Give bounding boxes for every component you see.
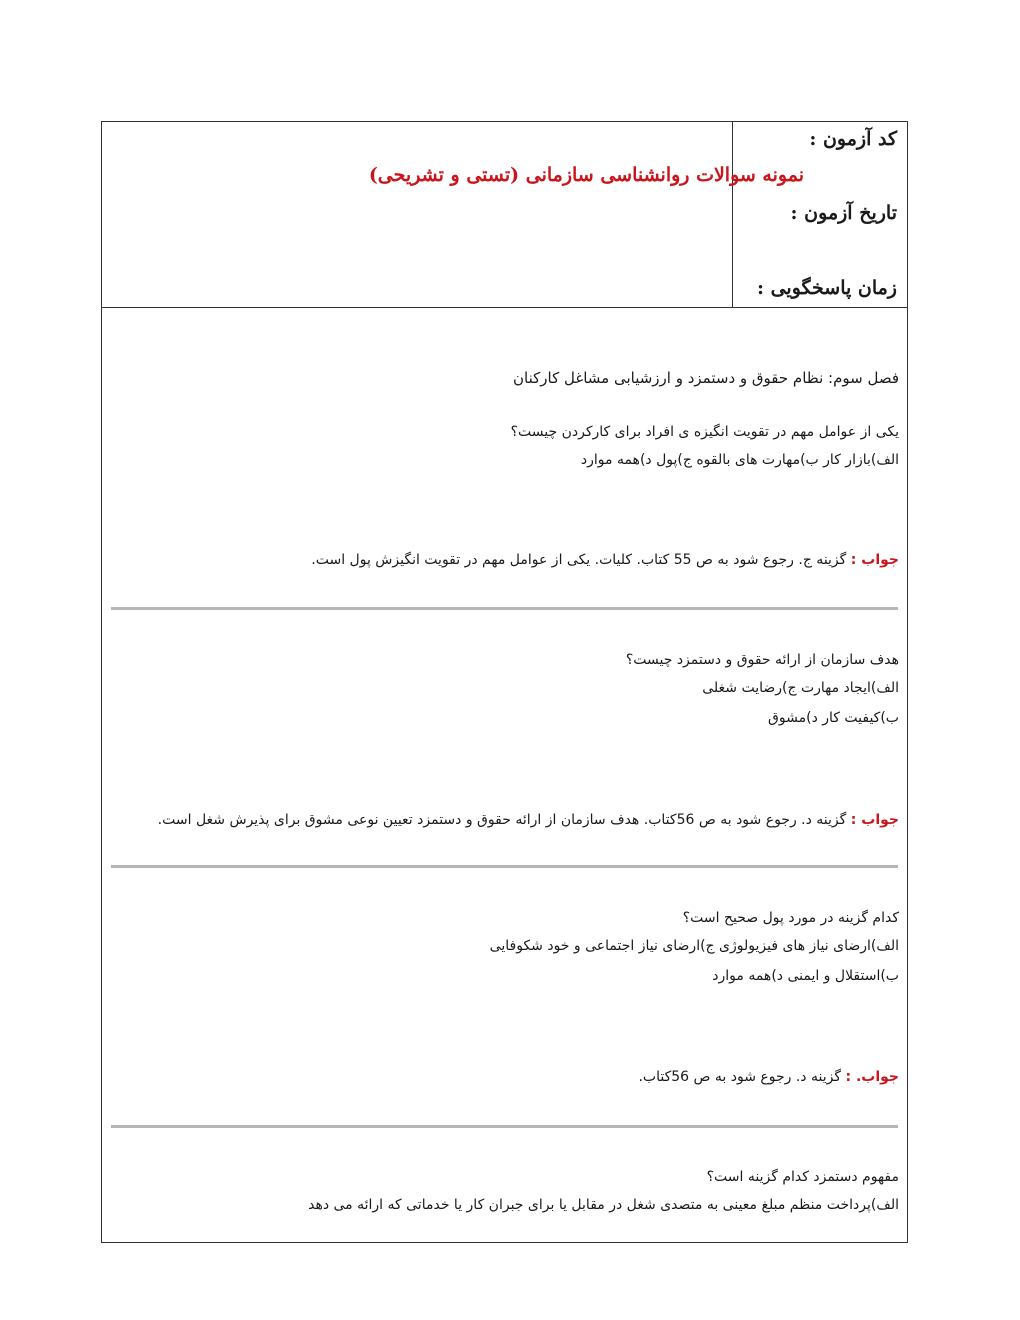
answer-text: گزینه د. رجوع شود به ص 56کتاب. bbox=[638, 1069, 842, 1085]
chapter-title: فصل سوم: نظام حقوق و دستمزد و ارزشیابی مشاغل کارکنان bbox=[513, 369, 899, 387]
question-1-option-line-1: الف)بازار کار ب)مهارت های بالقوه ج)پول د)همه موارد bbox=[580, 452, 899, 468]
exam-meta-box bbox=[732, 122, 907, 307]
question-3-text: کدام گزینه در مورد پول صحیح است؟ bbox=[682, 910, 899, 926]
question-3-option-line-1: الف)ارضای نیاز های فیزیولوژی ج)ارضای نیاز اجتماعی و خود شکوفایی bbox=[489, 938, 899, 954]
answer-text: گزینه ج. رجوع شود به ص 55 کتاب. کلیات. یکی از عوامل مهم در تقویت انگیزش پول است. bbox=[311, 552, 847, 568]
question-3-option-line-2: ب)استقلال و ایمنی د)همه موارد bbox=[712, 968, 899, 984]
question-2-option-line-1: الف)ایجاد مهارت ج)رضایت شغلی bbox=[702, 680, 899, 696]
question-1-answer bbox=[311, 552, 899, 568]
question-2-option-line-2: ب)کیفیت کار د)مشوق bbox=[768, 710, 899, 726]
question-2-text: هدف سازمان از ارائه حقوق و دستمزد چیست؟ bbox=[625, 652, 899, 668]
answer-label: جواب : bbox=[850, 552, 899, 568]
answer-time-label: زمان پاسخگویی : bbox=[756, 277, 897, 299]
exam-sheet bbox=[101, 121, 908, 1243]
answer-text: گزینه د. رجوع شود به ص 56کتاب. هدف سازمان از ارائه حقوق و دستمزد تعیین نوعی مشوق برای پذیرش شغل است. bbox=[157, 812, 847, 828]
answer-label: جواب : bbox=[850, 812, 899, 828]
answer-label: جواب. : bbox=[845, 1069, 899, 1085]
question-separator bbox=[111, 1125, 898, 1128]
question-separator bbox=[111, 607, 898, 610]
question-2-answer bbox=[158, 812, 899, 828]
question-3-answer bbox=[638, 1069, 899, 1085]
question-1-text: یکی از عوامل مهم در تقویت انگیزه ی افراد برای کارکردن چیست؟ bbox=[510, 424, 899, 440]
question-separator bbox=[111, 865, 898, 868]
exam-code-label: کد آزمون : bbox=[809, 128, 897, 150]
exam-date-label: تاریخ آزمون : bbox=[790, 202, 897, 224]
question-4-text: مفهوم دستمزد کدام گزینه است؟ bbox=[706, 1169, 899, 1185]
exam-header bbox=[102, 122, 907, 308]
exam-content bbox=[102, 307, 907, 1242]
page-title: نمونه سوالات روانشناسی سازمانی (تستی و تشریحی) bbox=[368, 164, 804, 186]
question-4-option-line-1: الف)پرداخت منظم مبلغ معینی به متصدی شغل در مقابل یا برای جبران کار یا خدماتی که ارائه می دهد bbox=[308, 1197, 899, 1213]
